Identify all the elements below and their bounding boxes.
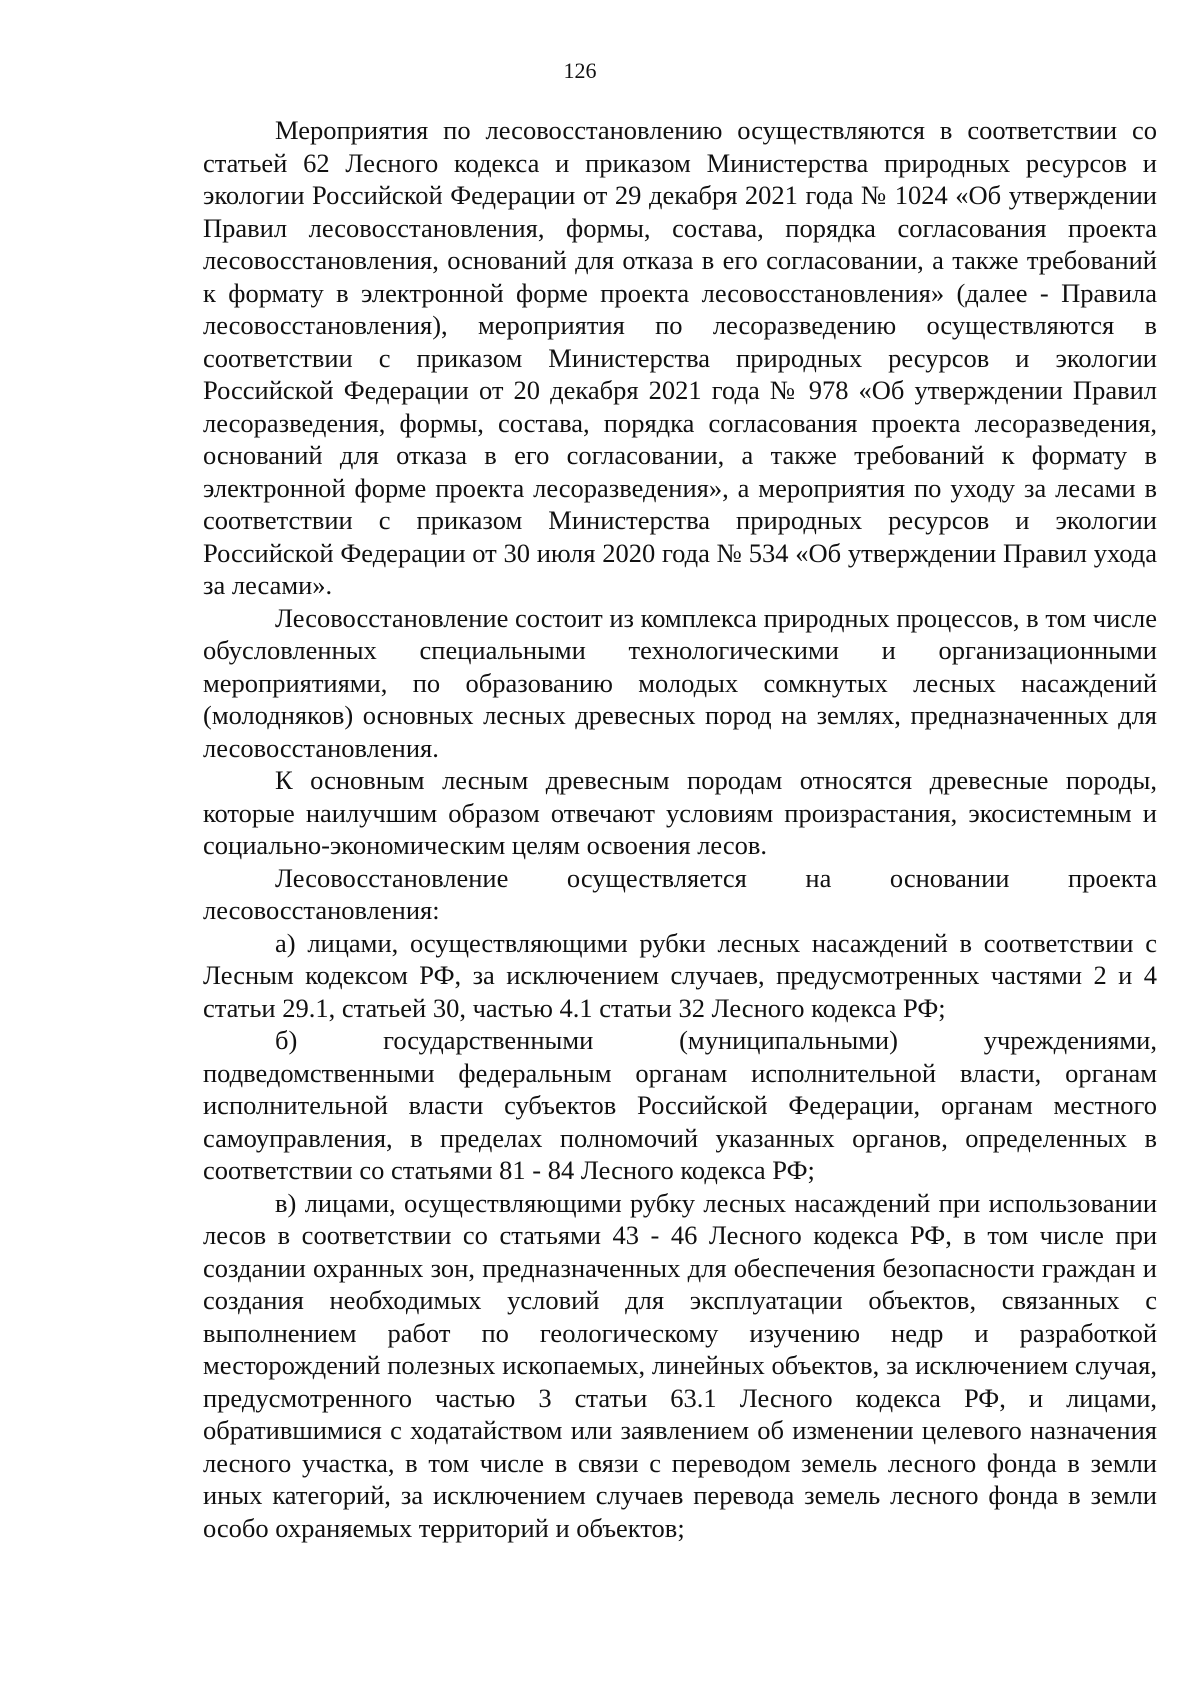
list-item-a: а) лицами, осуществляющими рубки лесных насаждений в соответствии с Лесным кодексом РФ, за исключением случаев, предусмотренных частями 2 и 4 статьи 29.1, статьей 30, частью 4.1 статьи 32 Лесного кодекса РФ; [203, 927, 1157, 1023]
document-body [203, 114, 1157, 1544]
paragraph-reforestation-project-basis: Лесовосстановление осуществляется на основании проекта лесовосстановления: [203, 862, 1157, 925]
page-number: 126 [563, 58, 597, 83]
list-item-v: в) лицами, осуществляющими рубку лесных насаждений при использовании лесов в соответствии со статьями 43 - 46 Лесного кодекса РФ, в том числе при создании охранных зон, предназначенных для обеспечения безопасности граждан и создания необходимых условий для эксплуатации объектов, связанных с выполнением работ по геологическому изучению недр и разработкой месторождений полезных ископаемых, линейных объектов, за исключением случая, предусмотренного частью 3 статьи 63.1 Лесного кодекса РФ, и лицами, обратившимися с ходатайством или заявлением об изменении целевого назначения лесного участка, в том числе в связи с переводом земель лесного фонда в земли иных категорий, за исключением случаев перевода земель лесного фонда в земли особо охраняемых территорий и объектов; [203, 1187, 1157, 1543]
paragraph-main-tree-species: К основным лесным древесным породам относятся древесные породы, которые наилучшим образом отвечают условиям произрастания, экосистемным и социально-экономическим целям освоения лесов. [203, 765, 1157, 860]
paragraph-reforestation-definition: Лесовосстановление состоит из комплекса природных процессов, в том числе обусловленных специальными технологическими и организационными мероприятиями, по образованию молодых сомкнутых лесных насаждений (молодняков) основных лесных древесных пород на землях, предназначенных для лесовосстановления. [203, 602, 1157, 763]
list-item-b: б) государственными (муниципальными) учреждениями, подведомственными федеральным органам исполнительной власти, органам исполнительной власти субъектов Российской Федерации, органам местного самоуправления, в пределах полномочий указанных органов, определенных в соответствии со статьями 81 - 84 Лесного кодекса РФ; [203, 1025, 1157, 1185]
paragraph-reforestation-measures: Мероприятия по лесовосстановлению осуществляются в соответствии со статьей 62 Лесного кодекса и приказом Министерства природных ресурсов и экологии Российской Федерации от 29 декабря 2021 года № 1024 «Об утверждении Правил лесовосстановления, формы, состава, порядка согласования проекта лесовосстановления, оснований для отказа в его согласовании, а также требований к формату в электронной форме проекта лесовосстановления» (далее - Правила лесовосстановления), мероприятия по лесоразведению осуществляются в соответствии с приказом Министерства природных ресурсов и экологии Российской Федерации от 20 декабря 2021 года № 978 «Об утверждении Правил лесоразведения, формы, состава, порядка согласования проекта лесоразведения, оснований для отказа в его согласовании, а также требований к формату в электронной форме проекта лесоразведения», а мероприятия по уходу за лесами в соответствии с приказом Министерства природных ресурсов и экологии Российской Федерации от 30 июля 2020 года № 534 «Об утверждении Правил ухода за лесами». [203, 115, 1157, 600]
